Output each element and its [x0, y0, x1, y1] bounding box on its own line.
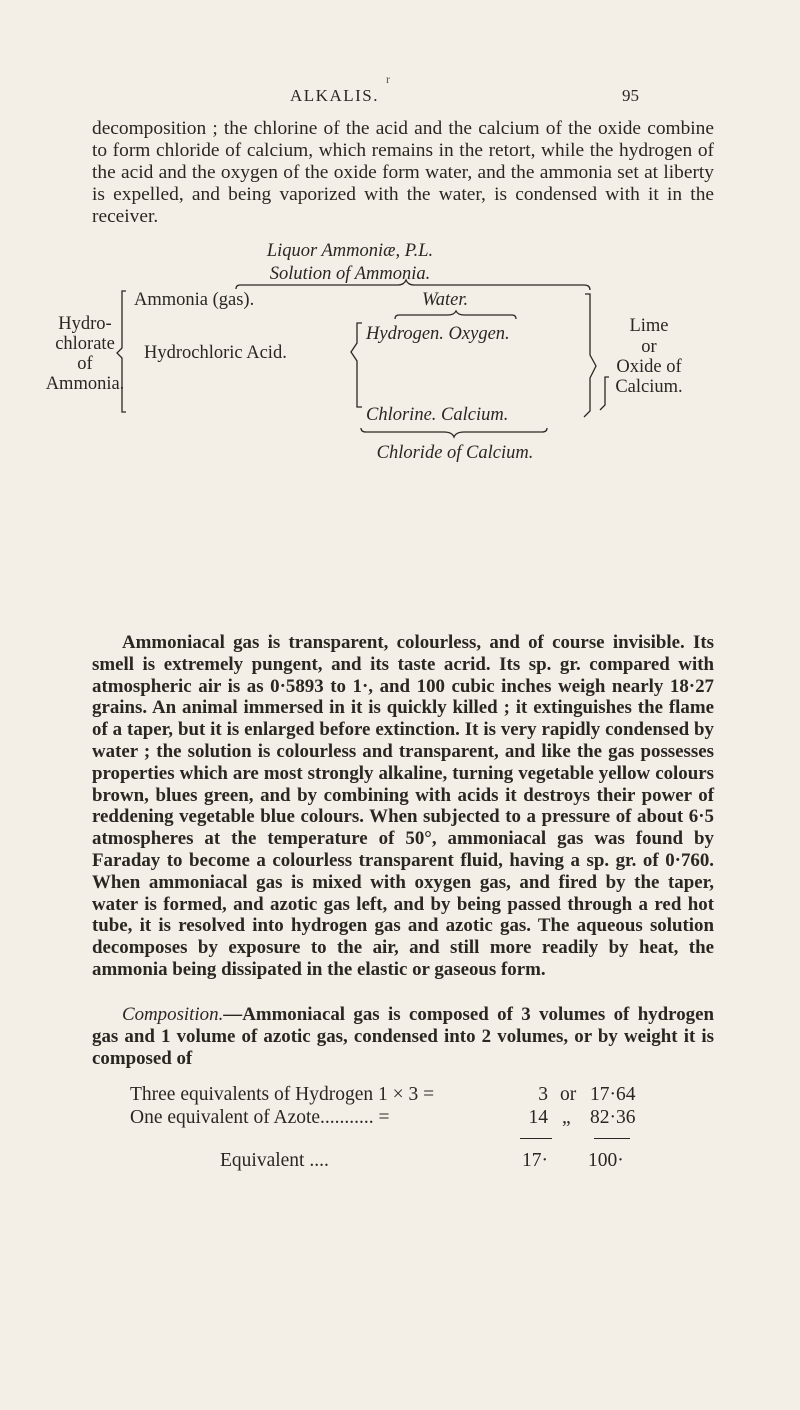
table-row-pct: 82·36: [590, 1107, 636, 1128]
total-label: Equivalent ....: [220, 1150, 329, 1171]
left-group-line-1: Hydro-: [58, 314, 112, 334]
ink-mark: r: [386, 72, 390, 86]
right-bracket: [584, 294, 596, 417]
hydrochloric-acid-label: Hydrochloric Acid.: [144, 343, 287, 363]
bottom-brace: [361, 428, 547, 437]
table-row-sep: or: [560, 1084, 577, 1105]
total-eq: 17·: [522, 1150, 548, 1171]
table-row-pct: 17·64: [590, 1084, 636, 1105]
table-row-eq: 3: [538, 1084, 548, 1105]
ammonia-gas-label: Ammonia (gas).: [134, 290, 255, 310]
paragraph-composition: [92, 1004, 714, 1069]
table-row-label: Three equivalents of Hydrogen 1 × 3 =: [130, 1084, 435, 1105]
chlorine-calcium-label: Chlorine. Calcium.: [366, 405, 509, 425]
right-group-line-1: Lime: [629, 316, 669, 336]
left-group-line-2: chlorate: [55, 334, 115, 354]
water-label: Water.: [422, 290, 469, 310]
diagram-title: Liquor Ammoniæ, P.L.: [266, 241, 434, 261]
total-pct: 100·: [588, 1150, 624, 1171]
left-group-line-3: of: [77, 354, 93, 374]
table-row-label: One equivalent of Azote........... =: [130, 1107, 390, 1128]
right-group-line-3: Oxide of: [616, 357, 682, 377]
product-label: Chloride of Calcium.: [376, 443, 534, 463]
composition-lead: Composition.: [122, 1004, 224, 1025]
composition-text: —Ammoniacal gas is composed of 3 volumes of hydrogen gas and 1 volume of azotic gas, condensed into 2 volumes, or by weight it is composed of: [92, 1004, 714, 1069]
page-number: 95: [622, 86, 639, 105]
left-group-line-4: Ammonia.: [45, 374, 125, 394]
diagram-subtitle: Solution of Ammonia.: [269, 264, 431, 284]
right-group-line-4: Calcium.: [615, 377, 683, 397]
right-group-line-2: or: [641, 337, 657, 357]
paragraph-properties: Ammoniacal gas is transparent, colourless, and of course invisible. Its smell is extremely pungent, and its taste acrid. Its sp. gr. compared with atmospheric air is as 0·5893 to 1·, and 100 cubic inches weigh nearly 18·27 grains. An animal immersed in it is quickly killed ; it extinguishes the flame of a taper, but it is enlarged before extinction. It is very rapidly condensed by water ; the solution is colourless and transparent, and like the gas possesses properties which are most strongly alkaline, turning vegetable yellow colours brown, blues green, and by combining with acids it destroys their power of reddening vegetable blue colours. When subjected to a pressure of about 6·5 atmospheres at the temperature of 50°, ammoniacal gas was found by Faraday to become a colourless transparent fluid, having a sp. gr. of 0·760. When ammoniacal gas is mixed with oxygen gas, and fired by the taper, water is formed, and azotic gas left, and by being passed through a red hot tube, it is resolved into hydrogen gas and azotic gas. The aqueous solution decomposes by exposure to the air, and still more readily by heat, the ammonia being dissipated in the elastic or gaseous form.: [92, 632, 714, 980]
sum-rule: [594, 1138, 630, 1139]
sum-rule: [520, 1138, 552, 1139]
table-row-sep: „: [562, 1107, 571, 1128]
table-row-eq: 14: [528, 1107, 548, 1128]
acid-bracket: [351, 323, 362, 407]
water-brace: [395, 311, 516, 319]
hydrogen-oxygen-label: Hydrogen. Oxygen.: [366, 324, 510, 344]
running-head: ALKALIS.: [290, 86, 379, 105]
paragraph-decomposition: decomposition ; the chlorine of the acid and the calcium of the oxide combine to form chloride of calcium, which remains in the retort, while the hydrogen of the acid and the oxygen of the oxide form water, and the ammonia set at liberty is expelled, and being vaporized with the water, is condensed with it in the receiver.: [92, 118, 714, 227]
